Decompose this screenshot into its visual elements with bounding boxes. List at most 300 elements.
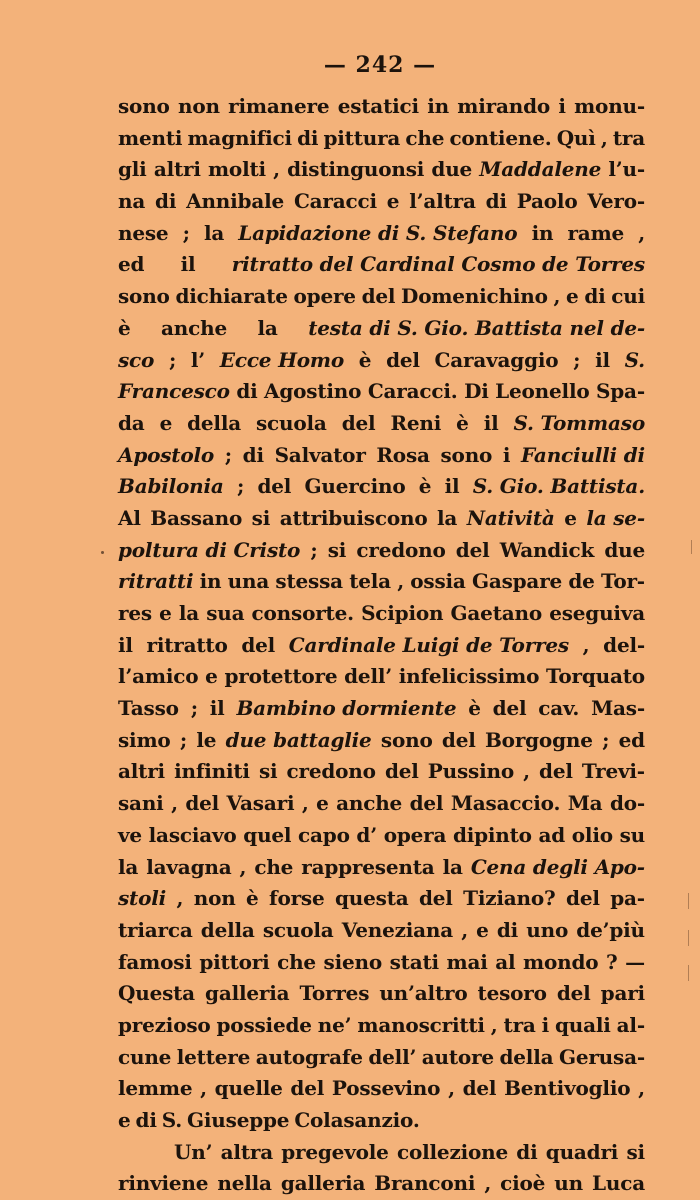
word: i xyxy=(502,442,511,467)
word: olio xyxy=(571,822,613,847)
word: cioè xyxy=(500,1171,546,1196)
word: Masaccio. xyxy=(450,791,561,816)
text-line xyxy=(118,1010,645,1042)
word: galleria xyxy=(205,981,290,1006)
word: la xyxy=(118,854,139,879)
text-line xyxy=(118,123,645,155)
word: tra xyxy=(612,125,645,150)
text-line xyxy=(118,408,645,440)
word: dipinto xyxy=(452,822,532,847)
word: gli xyxy=(118,157,147,182)
word: di xyxy=(297,125,319,150)
word: stati xyxy=(389,949,439,974)
word: sieno xyxy=(323,949,383,974)
word: si xyxy=(626,1139,645,1164)
word: , xyxy=(600,125,608,150)
word: ed xyxy=(618,727,645,752)
word: galleria xyxy=(280,1171,366,1196)
word: Branconi xyxy=(374,1171,476,1196)
word: do- xyxy=(609,791,645,816)
text-line xyxy=(118,1137,645,1169)
word: si xyxy=(258,759,278,784)
word: , xyxy=(523,759,530,784)
word: Tasso xyxy=(118,696,179,721)
text-line xyxy=(118,1168,645,1200)
word: la xyxy=(442,854,463,879)
word: del xyxy=(539,759,573,784)
word: del xyxy=(341,410,376,435)
word: che xyxy=(405,125,445,150)
word: Borgogne xyxy=(484,727,593,752)
word: , xyxy=(553,284,561,309)
word: Al xyxy=(118,505,141,530)
word: Leonello xyxy=(495,379,590,404)
word: scuola xyxy=(262,917,334,942)
word: opera xyxy=(383,822,447,847)
word: altri xyxy=(153,157,201,182)
word: Spa- xyxy=(596,379,645,404)
word: di xyxy=(516,1139,538,1164)
word: cav. xyxy=(538,696,580,721)
word: lemme xyxy=(118,1076,193,1101)
word: res xyxy=(118,601,152,625)
italic-word: poltura di Cristo xyxy=(118,537,301,562)
word: due xyxy=(604,537,645,562)
italic-word: testa di S. Gio. Battista nel de- xyxy=(308,315,645,340)
text-line xyxy=(118,978,645,1010)
word: protettore xyxy=(224,664,338,689)
word: Possevino xyxy=(331,1076,441,1101)
word: triarca xyxy=(118,917,193,942)
word: Paolo xyxy=(516,189,578,214)
word: Scipion xyxy=(361,601,444,625)
word: della xyxy=(499,1044,554,1069)
italic-word: Natività xyxy=(466,505,555,530)
word: della xyxy=(200,917,255,942)
word: non xyxy=(178,94,220,118)
word: pari xyxy=(600,981,645,1006)
word: , xyxy=(484,1171,492,1196)
text-line xyxy=(118,725,645,757)
word: Vasari xyxy=(226,791,295,816)
word: del xyxy=(462,1076,497,1101)
word: scuola xyxy=(256,410,327,435)
word: l’u- xyxy=(608,157,645,182)
word: , xyxy=(176,886,184,911)
word: contiene. xyxy=(449,125,552,150)
word: del xyxy=(418,886,453,911)
word: , xyxy=(171,791,178,816)
word: altra xyxy=(220,1139,273,1164)
word: dell’ xyxy=(344,664,393,689)
word: del xyxy=(241,632,276,657)
word: cune xyxy=(118,1044,172,1069)
word: , xyxy=(582,632,590,657)
text-line xyxy=(118,154,645,186)
text-line xyxy=(118,1073,645,1105)
text-line xyxy=(118,313,645,345)
italic-word: Babilonia xyxy=(118,474,224,499)
word: pittori xyxy=(199,949,270,974)
margin-mark xyxy=(688,893,689,909)
italic-word: Fanciulli di xyxy=(521,442,645,467)
word: è xyxy=(358,347,372,372)
text-line xyxy=(118,630,645,662)
word: pa- xyxy=(610,886,645,911)
word: d’ xyxy=(356,822,377,847)
italic-word: la se- xyxy=(586,505,645,530)
word: magnifici xyxy=(187,125,292,150)
word: del xyxy=(441,727,476,752)
word: anche xyxy=(161,315,227,340)
word: e xyxy=(566,284,579,309)
word: ; xyxy=(237,474,245,499)
word: di xyxy=(155,189,177,214)
word: ad xyxy=(538,822,566,847)
word: al xyxy=(495,949,516,974)
word: mondo xyxy=(523,949,599,974)
text-line xyxy=(118,503,645,535)
word: de xyxy=(568,569,595,594)
body-text xyxy=(118,91,645,1200)
text-line xyxy=(118,440,645,472)
word: collezione xyxy=(397,1139,508,1164)
text-line xyxy=(118,852,645,884)
word: del xyxy=(257,474,292,499)
word: dell’ xyxy=(368,1044,417,1069)
word: sua xyxy=(206,601,245,625)
word: infelicissimo xyxy=(398,664,540,689)
word: altri xyxy=(118,759,165,784)
italic-word: Cardinale Luigi de Torres xyxy=(288,632,569,657)
word: autore xyxy=(421,1044,494,1069)
word: di xyxy=(584,284,606,309)
word: due xyxy=(431,157,473,182)
text-line xyxy=(118,820,645,852)
word: credono xyxy=(286,759,376,784)
word: Mas- xyxy=(591,696,645,721)
word: del xyxy=(386,347,420,372)
word: del- xyxy=(603,632,645,657)
word: na xyxy=(118,189,146,214)
word: e xyxy=(205,664,218,689)
word: nese xyxy=(118,220,169,245)
word: Agostino xyxy=(264,379,362,404)
word: e xyxy=(564,505,577,530)
word: di xyxy=(236,379,258,404)
italic-word: Ecce Homo xyxy=(219,347,345,372)
word: molti xyxy=(207,157,266,182)
word: sono xyxy=(440,442,493,467)
word: del xyxy=(492,696,527,721)
word: le xyxy=(196,727,217,752)
italic-word: Bambino dormiente xyxy=(236,696,457,721)
word: della xyxy=(187,410,241,435)
word: un’altro xyxy=(379,981,468,1006)
word: ; xyxy=(168,347,177,372)
word: autografe xyxy=(255,1044,363,1069)
word: Guercino xyxy=(304,474,406,499)
word: di xyxy=(496,917,519,942)
word: che xyxy=(254,854,294,879)
word: è xyxy=(468,696,481,721)
text-line xyxy=(118,883,645,915)
word: , xyxy=(239,854,247,879)
word: rame xyxy=(567,220,625,245)
word: Questa xyxy=(118,981,195,1006)
word: Domenichino xyxy=(401,284,548,309)
word: in xyxy=(531,220,554,245)
word: del xyxy=(290,1076,325,1101)
word: Torquato xyxy=(546,664,645,689)
word: la xyxy=(203,220,225,245)
italic-word: S. Gio. Battista. xyxy=(472,474,645,499)
word: Giuseppe xyxy=(187,1108,290,1132)
italic-word: stoli xyxy=(118,886,167,911)
word: Salvator xyxy=(274,442,366,467)
word: estatici xyxy=(337,94,419,118)
word: sono xyxy=(118,94,170,118)
word: Ma xyxy=(567,791,603,816)
italic-word: Lapidazione di S. Stefano xyxy=(238,220,518,245)
word: il xyxy=(209,696,225,721)
italic-word: Cena degli Apo- xyxy=(470,854,645,879)
text-line xyxy=(118,756,645,788)
italic-word: Francesco xyxy=(118,379,230,404)
word: del xyxy=(361,284,396,309)
word: ; xyxy=(602,727,610,752)
text-line xyxy=(118,535,645,567)
word: da xyxy=(118,410,145,435)
word: Vero- xyxy=(587,189,645,214)
word: , xyxy=(490,1012,498,1037)
word: Caravaggio xyxy=(434,347,559,372)
word: attribuiscono xyxy=(279,505,428,530)
italic-word: S. Tommaso xyxy=(513,410,645,435)
word: quel xyxy=(243,822,292,847)
word: manoscritti xyxy=(357,1012,485,1037)
word: Di xyxy=(464,379,489,404)
word: mai xyxy=(446,949,488,974)
word: Quì xyxy=(556,125,596,150)
word: ? xyxy=(606,949,618,974)
word: , xyxy=(638,1076,645,1101)
word: tra xyxy=(503,1012,536,1037)
word: del xyxy=(455,537,490,562)
word: lettere xyxy=(176,1044,251,1069)
word: Luca xyxy=(592,1171,645,1196)
word: ; xyxy=(182,220,190,245)
word: uno xyxy=(526,917,569,942)
word: prezioso xyxy=(118,1012,211,1037)
word: quadri xyxy=(545,1139,619,1164)
word: Bentivoglio xyxy=(504,1076,631,1101)
word: ed xyxy=(118,252,145,277)
word: Bassano xyxy=(150,505,243,530)
word: rappresenta xyxy=(301,854,435,879)
word: rinviene xyxy=(118,1171,209,1196)
word: , xyxy=(301,791,309,816)
text-line xyxy=(118,471,645,503)
text-line xyxy=(118,598,645,630)
word: Trevi- xyxy=(581,759,645,784)
text-line xyxy=(118,376,645,408)
word: il xyxy=(483,410,499,435)
word: la xyxy=(257,315,278,340)
word: tela xyxy=(349,569,391,594)
text-line xyxy=(118,281,645,313)
italic-word: sco xyxy=(118,347,155,372)
word: distinguonsi xyxy=(287,157,425,182)
word: e xyxy=(386,189,400,214)
text-line xyxy=(118,218,645,250)
word: ve xyxy=(118,822,142,847)
word: possiede xyxy=(216,1012,312,1037)
word: l’altra xyxy=(409,189,476,214)
word: che xyxy=(277,949,316,974)
word: mirando xyxy=(457,94,551,118)
word: , xyxy=(461,917,468,942)
word: l’amico xyxy=(118,664,199,689)
word: i xyxy=(558,94,566,118)
margin-mark xyxy=(691,540,692,554)
word: Un’ xyxy=(174,1139,213,1164)
word: monu- xyxy=(574,94,645,118)
word: il xyxy=(444,474,460,499)
word: Caracci. xyxy=(367,379,458,404)
word: Caracci xyxy=(293,189,377,214)
italic-word: Maddalene xyxy=(479,157,602,182)
word: pregevole xyxy=(281,1139,389,1164)
word: in xyxy=(427,94,449,118)
word: opere xyxy=(293,284,356,309)
text-line xyxy=(118,186,645,218)
word: rimanere xyxy=(228,94,330,118)
italic-word: ritratti xyxy=(118,569,194,594)
word: di xyxy=(135,1108,157,1132)
word: del xyxy=(556,981,591,1006)
word: — xyxy=(625,949,645,974)
word: ; xyxy=(573,347,581,372)
word: Colasanzio. xyxy=(294,1108,420,1132)
word: Torres xyxy=(299,981,370,1006)
word: una xyxy=(227,569,270,594)
word: ; xyxy=(310,537,318,562)
word: quali xyxy=(555,1012,611,1037)
word: è xyxy=(246,886,259,911)
text-line xyxy=(118,915,645,947)
word: la xyxy=(178,601,199,625)
word: , xyxy=(638,220,645,245)
word: e xyxy=(159,410,173,435)
word: ; xyxy=(190,696,198,721)
word: sono xyxy=(380,727,433,752)
word: è xyxy=(418,474,432,499)
word: questa xyxy=(334,886,409,911)
word: lavagna xyxy=(146,854,232,879)
word: ossia xyxy=(410,569,466,594)
word: e xyxy=(316,791,329,816)
word: consorte. xyxy=(251,601,354,625)
word: capo xyxy=(298,822,350,847)
word: dichiarate xyxy=(175,284,288,309)
text-line xyxy=(118,1042,645,1074)
word: famosi xyxy=(118,949,192,974)
word: de’più xyxy=(576,917,645,942)
word: e xyxy=(118,1108,131,1132)
word: lasciavo xyxy=(148,822,237,847)
word: del xyxy=(566,886,600,911)
word: Wandick xyxy=(499,537,595,562)
italic-word: Apostolo xyxy=(118,442,215,467)
text-line xyxy=(118,1105,645,1137)
word: ne’ xyxy=(317,1012,352,1037)
word: Tor- xyxy=(600,569,645,594)
word: Pussino xyxy=(427,759,514,784)
word: stessa xyxy=(275,569,343,594)
margin-mark xyxy=(688,965,689,981)
word: Rosa xyxy=(376,442,430,467)
italic-word: ritratto del Cardinal Cosmo de Torres xyxy=(231,252,645,277)
word: l’ xyxy=(190,347,206,372)
stray-ink-dot xyxy=(101,551,104,554)
word: Annibale xyxy=(186,189,285,214)
word: nella xyxy=(217,1171,272,1196)
text-line xyxy=(118,788,645,820)
word: del xyxy=(185,791,220,816)
word: , xyxy=(397,569,404,594)
word: , xyxy=(200,1076,207,1101)
word: ; xyxy=(179,727,188,752)
italic-word: due battaglie xyxy=(225,727,372,752)
text-line xyxy=(118,345,645,377)
word: forse xyxy=(269,886,325,911)
italic-word: S. xyxy=(624,347,645,372)
text-line xyxy=(118,566,645,598)
word: sono xyxy=(118,284,170,309)
word: cui xyxy=(611,284,645,309)
word: infiniti xyxy=(174,759,250,784)
word: di xyxy=(242,442,264,467)
text-line xyxy=(118,249,645,281)
word: è xyxy=(118,315,131,340)
word: si xyxy=(251,505,271,530)
word: ritratto xyxy=(146,632,228,657)
word: i xyxy=(541,1012,550,1037)
word: il xyxy=(595,347,610,372)
word: Reni xyxy=(390,410,442,435)
page-number: — 242 — xyxy=(323,52,437,78)
word: credono xyxy=(356,537,446,562)
word: è xyxy=(456,410,469,435)
word: il xyxy=(180,252,196,277)
word: un xyxy=(554,1171,583,1196)
word: su xyxy=(619,822,645,847)
word: Veneziana xyxy=(341,917,454,942)
text-line xyxy=(118,947,645,979)
word: , xyxy=(448,1076,455,1101)
word: e xyxy=(159,601,172,625)
word: Gaspare xyxy=(471,569,563,594)
word: , xyxy=(273,157,280,182)
word: Gerusa- xyxy=(558,1044,645,1069)
word: pittura xyxy=(323,125,401,150)
word: al- xyxy=(616,1012,645,1037)
word: Tiziano? xyxy=(463,886,556,911)
word: ; xyxy=(224,442,232,467)
word: di xyxy=(485,189,507,214)
word: quelle xyxy=(214,1076,283,1101)
